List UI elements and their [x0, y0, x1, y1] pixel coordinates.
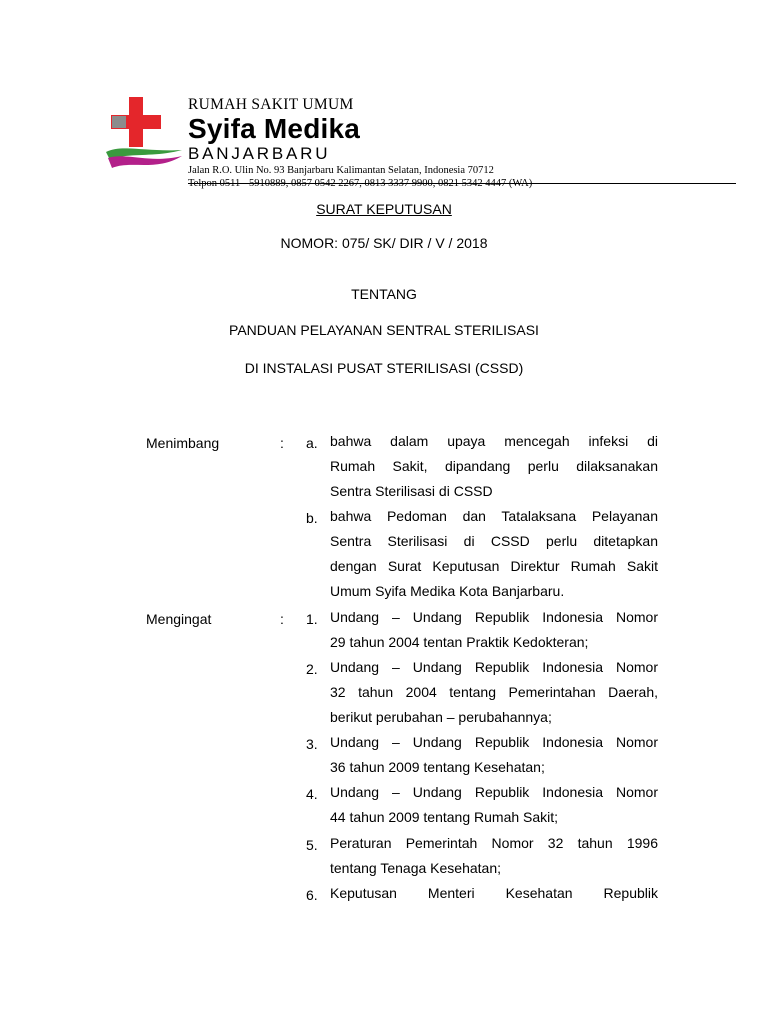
mengingat-marker-4: 4.	[306, 786, 318, 802]
menimbang-item-b	[330, 504, 658, 604]
mengingat-item-3	[330, 730, 658, 780]
list-item-line: bahwa Pedoman dan Tatalaksana Pelayanan	[330, 508, 658, 524]
tentang-heading: TENTANG	[351, 286, 417, 302]
list-item-line: Umum Syifa Medika Kota Banjarbaru.	[330, 583, 565, 599]
hospital-logo-icon	[104, 94, 184, 174]
list-item-line: bahwa dalam upaya mencegah infeksi di	[330, 433, 658, 449]
list-item-line: Sentra Sterilisasi di CSSD	[330, 483, 493, 499]
list-item-line: 29 tahun 2004 tentan Praktik Kedokteran;	[330, 634, 589, 650]
menimbang-item-a	[330, 429, 658, 504]
list-item-line: Keputusan Menteri Kesehatan Republik	[330, 885, 658, 901]
hospital-address: Jalan R.O. Ulin No. 93 Banjarbaru Kalimantan Selatan, Indonesia 70712	[188, 165, 494, 176]
letterhead	[96, 88, 752, 188]
list-item-line: Undang – Undang Republik Indonesia Nomor	[330, 784, 658, 800]
mengingat-item-4	[330, 780, 658, 830]
list-item-line: tentang Tenaga Kesehatan;	[330, 860, 502, 876]
hospital-type: RUMAH SAKIT UMUM	[188, 96, 354, 113]
mengingat-marker-2: 2.	[306, 661, 318, 677]
menimbang-colon: :	[280, 435, 284, 451]
hospital-phone: Telpon 0511 - 5910889, 0857 0542 2267, 0813 3337 9900, 0821 5342 4447 (WA)	[188, 178, 533, 189]
list-item-line: 36 tahun 2009 tentang Kesehatan;	[330, 759, 545, 775]
mengingat-marker-3: 3.	[306, 736, 318, 752]
mengingat-colon: :	[280, 611, 284, 627]
mengingat-item-6	[330, 881, 658, 906]
list-item-line: dengan Surat Keputusan Direktur Rumah Sakit	[330, 558, 658, 574]
list-item-line: Undang – Undang Republik Indonesia Nomor	[330, 734, 658, 750]
mengingat-label: Mengingat	[146, 611, 212, 627]
document-number: NOMOR: 075/ SK/ DIR / V / 2018	[280, 235, 488, 251]
subject-line-2: DI INSTALASI PUSAT STERILISASI (CSSD)	[244, 360, 524, 376]
menimbang-label: Menimbang	[146, 435, 220, 451]
mengingat-item-1	[330, 605, 658, 655]
list-item-line: Undang – Undang Republik Indonesia Nomor	[330, 659, 658, 675]
menimbang-marker-b: b.	[306, 510, 318, 526]
list-item-line: 44 tahun 2009 tentang Rumah Sakit;	[330, 809, 559, 825]
subject-line-1: PANDUAN PELAYANAN SENTRAL STERILISASI	[229, 322, 539, 338]
mengingat-marker-6: 6.	[306, 887, 318, 903]
mengingat-marker-5: 5.	[306, 837, 318, 853]
hospital-name: Syifa Medika	[188, 113, 361, 144]
list-item-line: 32 tahun 2004 tentang Pemerintahan Daerah,	[330, 684, 658, 700]
letterhead-divider	[188, 183, 736, 184]
mengingat-item-2	[330, 655, 658, 730]
document-type: SURAT KEPUTUSAN	[316, 201, 452, 217]
list-item-line: Rumah Sakit, dipandang perlu dilaksanakan	[330, 458, 658, 474]
mengingat-marker-1: 1.	[306, 611, 318, 627]
list-item-line: Undang – Undang Republik Indonesia Nomor	[330, 609, 658, 625]
hospital-city: BANJARBARU	[188, 144, 331, 163]
menimbang-marker-a: a.	[306, 435, 318, 451]
list-item-line: berikut perubahan – perubahannya;	[330, 709, 552, 725]
list-item-line: Sentra Sterilisasi di CSSD perlu ditetapkan	[330, 533, 658, 549]
mengingat-item-5	[330, 831, 658, 881]
list-item-line: Peraturan Pemerintah Nomor 32 tahun 1996	[330, 835, 658, 851]
